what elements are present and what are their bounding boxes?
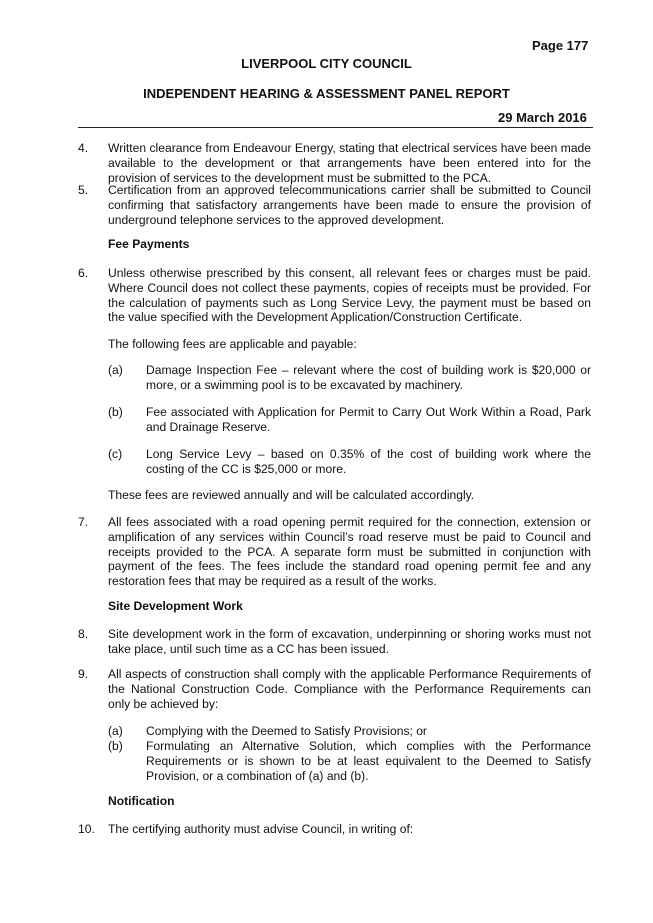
section-heading-fee-payments: Fee Payments <box>108 237 190 251</box>
item-number: 10. <box>78 822 95 836</box>
item-number: 8. <box>78 627 89 641</box>
list-item: Fee associated with Application for Permit to Carry Out Work Within a Road, Park and Drainage Reserve. <box>146 405 591 434</box>
list-label: (c) <box>108 447 123 461</box>
item-text: Site development work in the form of excavation, underpinning or shoring works must not take place, until such time as a CC has been issued. <box>108 627 591 656</box>
report-date: 29 March 2016 <box>498 110 587 125</box>
item-text: The certifying authority must advise Council, in writing of: <box>108 822 414 836</box>
list-item: Complying with the Deemed to Satisfy Provisions; or <box>146 724 427 738</box>
item-text: Certification from an approved telecommunications carrier shall be submitted to Council confirming that satisfactory arrangements have been made to ensure the provision of underground telephone services to the approved development. <box>108 183 591 227</box>
item-number: 7. <box>78 515 89 529</box>
list-item: Formulating an Alternative Solution, which complies with the Performance Requirements or is shown to be at least equivalent to the Deemed to Satisfy Provision, or a combination of (a) and (b). <box>146 739 591 783</box>
list-label: (a) <box>108 724 123 738</box>
list-item: Damage Inspection Fee – relevant where the cost of building work is $20,000 or more, or a swimming pool is to be excavated by machinery. <box>146 363 591 392</box>
list-label: (b) <box>108 405 123 419</box>
item-text: Unless otherwise prescribed by this consent, all relevant fees or charges must be paid. Where Council does not collect these payments, copies of receipts must be provided. For the calculation of payments such as Long Service Levy, the payment must be based on the value specified with the Development Application/Construction Certificate. <box>108 266 591 325</box>
page-number: Page 177 <box>532 38 589 53</box>
list-item: Long Service Levy – based on 0.35% of the cost of building work where the costing of the CC is $25,000 or more. <box>146 447 591 476</box>
item-number: 4. <box>78 141 89 155</box>
fees-intro: The following fees are applicable and payable: <box>108 337 357 351</box>
item-number: 9. <box>78 667 89 681</box>
list-label: (a) <box>108 363 123 377</box>
item-text: Written clearance from Endeavour Energy, stating that electrical services have been made available to the development or that arrangements have been entered into for the provision of services to the development must be submitted to the PCA. <box>108 141 591 185</box>
fees-review-note: These fees are reviewed annually and will be calculated accordingly. <box>108 488 475 502</box>
report-title: INDEPENDENT HEARING & ASSESSMENT PANEL REPORT <box>143 86 510 101</box>
section-heading-notification: Notification <box>108 794 175 808</box>
item-number: 5. <box>78 183 89 197</box>
header-divider <box>78 127 593 128</box>
section-heading-site-development: Site Development Work <box>108 599 243 613</box>
item-number: 6. <box>78 266 89 280</box>
item-text: All aspects of construction shall comply with the applicable Performance Requirements of the National Construction Code. Compliance with the Performance Requirements can only be achieved by: <box>108 667 591 711</box>
item-text: All fees associated with a road opening permit required for the connection, extension or amplification of any services within Council’s road reserve must be paid to Council and receipts provided to the PCA. A separate form must be submitted in conjunction with payment of the fees. The fees include the standard road opening permit fee and any restoration fees that may be required as a result of the works. <box>108 515 591 589</box>
list-label: (b) <box>108 739 123 753</box>
council-name: LIVERPOOL CITY COUNCIL <box>241 56 412 71</box>
